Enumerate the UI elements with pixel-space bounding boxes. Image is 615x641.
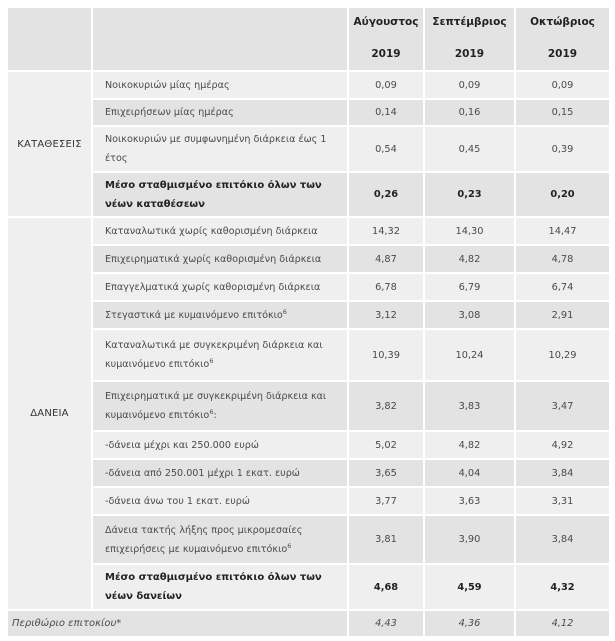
value-september: 0,45 (424, 126, 515, 172)
value-august: 0,26 (348, 172, 424, 217)
header-month: Αύγουστος (353, 16, 419, 28)
deposits-average-label: Μέσο σταθμισμένο επιτόκιο όλων των νέων καταθέσεων (92, 172, 348, 217)
value-august: 0,09 (348, 71, 424, 99)
value-september: 4,04 (424, 459, 515, 487)
footnote-marker: 6 (209, 357, 214, 365)
value-august: 5,02 (348, 431, 424, 459)
value-september: 0,09 (424, 71, 515, 99)
table-row (7, 71, 610, 99)
header-month-october (515, 7, 610, 71)
table-row (7, 126, 610, 172)
value-september: 4,36 (424, 610, 515, 637)
value-october: 0,39 (515, 126, 610, 172)
value-october: 3,31 (515, 487, 610, 515)
row-label (92, 329, 348, 381)
table-body (7, 71, 610, 637)
footnote-marker: 6 (287, 541, 292, 550)
row-label (92, 515, 348, 564)
table-row-total (7, 564, 610, 610)
header-year: 2019 (547, 48, 578, 60)
value-october: 3,84 (515, 515, 610, 564)
value-september: 14,30 (424, 217, 515, 245)
table-row (7, 99, 610, 126)
header-month: Σεπτέμβριος (432, 16, 507, 28)
value-september: 3,08 (424, 301, 515, 329)
value-september: 4,82 (424, 431, 515, 459)
row-label: Επιχειρηματικά χωρίς καθορισμένη διάρκεια (92, 245, 348, 273)
table-row (7, 381, 610, 431)
interest-rates-table (6, 6, 611, 638)
value-october: 0,09 (515, 71, 610, 99)
row-label: -δάνεια από 250.001 μέχρι 1 εκατ. ευρώ (92, 459, 348, 487)
value-october: 14,47 (515, 217, 610, 245)
row-label: Καταναλωτικά χωρίς καθορισμένη διάρκεια (92, 217, 348, 245)
value-september: 4,82 (424, 245, 515, 273)
value-august: 3,81 (348, 515, 424, 564)
value-september: 0,16 (424, 99, 515, 126)
value-october: 3,84 (515, 459, 610, 487)
value-october: 0,20 (515, 172, 610, 217)
value-october: 0,15 (515, 99, 610, 126)
value-august: 4,68 (348, 564, 424, 610)
row-label-text: Στεγαστικά με κυμαινόμενο επιτόκιο (105, 309, 283, 321)
header-empty-label (92, 7, 348, 71)
row-label (92, 381, 348, 431)
table-row (7, 301, 610, 329)
header-month-september (424, 7, 515, 71)
row-label-text: Δάνεια τακτής λήξης προς μικρομεσαίες επιχειρήσεις με κυμαινόμενο επιτόκιο (105, 524, 303, 555)
value-october: 4,92 (515, 431, 610, 459)
row-label: -δάνεια μέχρι και 250.000 ευρώ (92, 431, 348, 459)
footnote-marker: 6 (282, 307, 287, 316)
value-september: 0,23 (424, 172, 515, 217)
value-august: 14,32 (348, 217, 424, 245)
table-row (7, 217, 610, 245)
value-august: 0,14 (348, 99, 424, 126)
header-year: 2019 (371, 48, 401, 60)
value-august: 6,78 (348, 273, 424, 301)
loans-group-label: ΔΑΝΕΙΑ (7, 217, 92, 610)
value-october: 4,78 (515, 245, 610, 273)
value-september: 3,83 (424, 381, 515, 431)
row-label: -δάνεια άνω του 1 εκατ. ευρώ (92, 487, 348, 515)
interest-margin-label: Περιθώριο επιτοκίου* (7, 610, 348, 637)
value-october: 6,74 (515, 273, 610, 301)
row-label-text: Επιχειρηματικά με συγκεκριμένη διάρκεια και κυμαινόμενο επιτόκιο (105, 391, 327, 421)
table-row (7, 459, 610, 487)
value-october: 4,12 (515, 610, 610, 637)
deposits-group-label: ΚΑΤΑΘΕΣΕΙΣ (7, 71, 92, 217)
value-august: 0,54 (348, 126, 424, 172)
row-label: Νοικοκυριών μίας ημέρας (92, 71, 348, 99)
footnote-marker: 6 (209, 408, 214, 416)
table-row (7, 487, 610, 515)
value-september: 6,79 (424, 273, 515, 301)
loans-average-label: Μέσο σταθμισμένο επιτόκιο όλων των νέων δανείων (92, 564, 348, 610)
value-september: 3,63 (424, 487, 515, 515)
table-header (7, 7, 610, 71)
header-month-august (348, 7, 424, 71)
table-row (7, 245, 610, 273)
value-august: 4,43 (348, 610, 424, 637)
value-august: 10,39 (348, 329, 424, 381)
table-row (7, 273, 610, 301)
value-october: 4,32 (515, 564, 610, 610)
header-month: Οκτώβριος (530, 16, 595, 28)
row-label: Νοικοκυριών με συμφωνημένη διάρκεια έως 1 έτος (92, 126, 348, 172)
value-august: 3,77 (348, 487, 424, 515)
value-october: 10,29 (515, 329, 610, 381)
value-september: 4,59 (424, 564, 515, 610)
interest-margin-row (7, 610, 610, 637)
value-august: 4,87 (348, 245, 424, 273)
value-september: 10,24 (424, 329, 515, 381)
table-row-total (7, 172, 610, 217)
value-august: 3,12 (348, 301, 424, 329)
row-label: Επαγγελματικά χωρίς καθορισμένη διάρκεια (92, 273, 348, 301)
value-august: 3,65 (348, 459, 424, 487)
value-august: 3,82 (348, 381, 424, 431)
row-label-suffix: : (213, 410, 217, 421)
value-october: 2,91 (515, 301, 610, 329)
table-row (7, 515, 610, 564)
row-label: Επιχειρήσεων μίας ημέρας (92, 99, 348, 126)
value-september: 3,90 (424, 515, 515, 564)
table-row (7, 431, 610, 459)
row-label-text: Καταναλωτικά με συγκεκριμένη διάρκεια και κυμαινόμενο επιτόκιο (105, 340, 323, 370)
header-year: 2019 (454, 48, 485, 60)
table-row (7, 329, 610, 381)
row-label (92, 301, 348, 329)
header-empty-group (7, 7, 92, 71)
value-october: 3,47 (515, 381, 610, 431)
